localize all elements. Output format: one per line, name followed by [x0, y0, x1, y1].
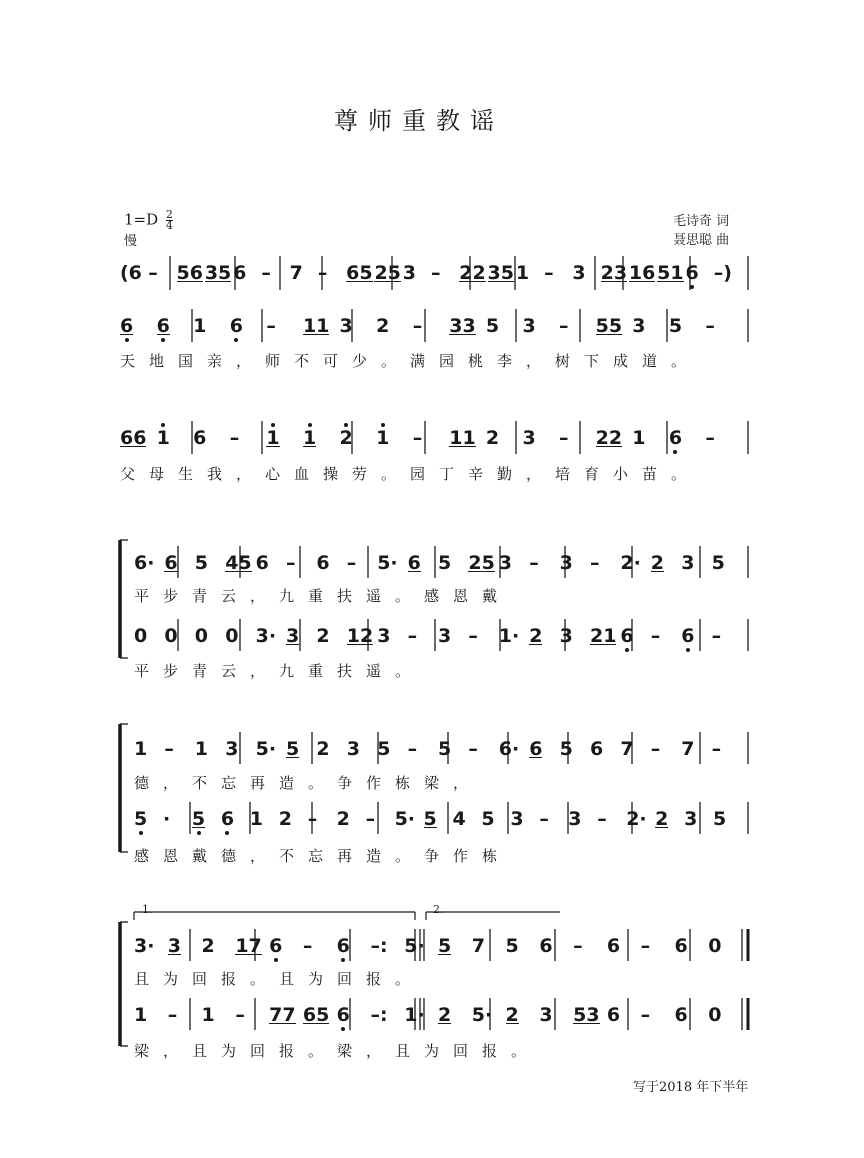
footer-note: 写于2018 年下半年 — [633, 1080, 749, 1095]
jianpu-note: 5 — [286, 738, 300, 760]
jianpu-note: 6 — [336, 1004, 350, 1026]
jianpu-note: 1 — [632, 427, 646, 449]
jianpu-note: 1· — [498, 625, 520, 647]
jianpu-note: 5 — [438, 552, 452, 574]
jianpu-note: 25 — [468, 552, 495, 574]
jianpu-note: 6 — [606, 1004, 621, 1026]
jianpu-note: – — [597, 808, 607, 830]
lyrics-line: 父母生我，心血操劳。园丁辛勤，培育小苗。 — [120, 465, 701, 483]
jianpu-note: – — [412, 315, 423, 337]
jianpu-note: 1 — [134, 1004, 148, 1026]
jianpu-note: 5 — [194, 552, 209, 574]
jianpu-note: –: — [370, 935, 388, 957]
composer-credit: 聂思聪 曲 — [673, 233, 730, 248]
jianpu-note: – — [164, 738, 174, 760]
jianpu-note: 6 — [316, 552, 330, 574]
jianpu-note: 6 — [620, 625, 634, 647]
jianpu-note: 51 — [657, 262, 684, 284]
jianpu-note: 5 — [191, 808, 206, 830]
jianpu-note: 3 — [438, 625, 452, 647]
jianpu-note: 3 — [167, 935, 181, 957]
key-signature — [124, 210, 173, 231]
jianpu-note: 65 — [302, 1004, 330, 1026]
jianpu-note: 7 — [620, 738, 634, 760]
jianpu-note: 5 — [485, 315, 500, 337]
jianpu-note: 3 — [522, 315, 536, 337]
lyrics-line: 平步青云，九重扶遥。感恩戴 — [134, 587, 512, 605]
jianpu-note: 7 — [289, 262, 303, 284]
jianpu-note: 2 — [278, 808, 292, 830]
jianpu-note: – — [307, 808, 318, 830]
jianpu-note: 2· — [626, 808, 647, 830]
jianpu-note: 6 — [269, 935, 283, 957]
jianpu-note: 53 — [573, 1004, 600, 1026]
jianpu-note: 5· — [377, 552, 398, 574]
jianpu-note: 2 — [201, 935, 215, 957]
jianpu-note: – — [167, 1004, 178, 1026]
jianpu-note: – — [407, 625, 418, 647]
lyrics-line: 梁，且为回报。梁，且为回报。 — [134, 1042, 541, 1060]
jianpu-note: 3 — [402, 262, 416, 284]
time-signature — [166, 210, 173, 231]
lyrics-line: 且为回报。且为回报。 — [134, 970, 425, 988]
jianpu-note: – — [468, 738, 478, 760]
jianpu-note: 6 — [674, 1004, 688, 1026]
jianpu-note: 1 — [515, 262, 530, 284]
jianpu-note: 7 — [681, 738, 695, 760]
jianpu-note: 25 — [374, 262, 401, 284]
jianpu-note: 6 — [220, 808, 235, 830]
volta-2-label: 2. — [433, 903, 444, 916]
jianpu-note: 3 — [286, 625, 300, 647]
jianpu-note: 12 — [346, 625, 374, 647]
jianpu-note: 5 — [711, 552, 725, 574]
jianpu-note: 2 — [655, 808, 669, 830]
jianpu-note: 5· — [255, 738, 277, 760]
jianpu-note: 6 — [685, 262, 699, 284]
jianpu-note: 3 — [377, 625, 391, 647]
jianpu-note: 3 — [498, 552, 513, 574]
jianpu-note: 11 — [302, 315, 330, 337]
jianpu-note: 6· — [498, 738, 520, 760]
jianpu-note: – — [412, 427, 423, 449]
jianpu-note: 45 — [225, 552, 252, 574]
jianpu-note: – — [346, 552, 357, 574]
jianpu-note: 2 — [339, 427, 353, 449]
lyricist-credit: 毛诗奇 词 — [673, 214, 730, 229]
jianpu-note: 1 — [134, 738, 148, 760]
jianpu-note: 5 — [668, 315, 683, 337]
jianpu-note: 1 — [194, 738, 209, 760]
jianpu-note: 56 — [176, 262, 203, 284]
jianpu-note: 2 — [316, 625, 330, 647]
jianpu-note: 6 — [120, 315, 134, 337]
jianpu-note: – — [705, 315, 715, 337]
jianpu-note: 5 — [438, 935, 452, 957]
jianpu-note: 5· — [471, 1004, 493, 1026]
jianpu-note: – — [711, 738, 722, 760]
jianpu-note: 6 — [255, 552, 269, 574]
jianpu-note: 6 — [336, 935, 350, 957]
jianpu-note: – — [650, 625, 661, 647]
jianpu-note: 1 — [302, 427, 317, 449]
jianpu-note: 23 — [600, 262, 628, 284]
jianpu-note: 6 — [539, 935, 553, 957]
jianpu-note: 3 — [559, 625, 573, 647]
jianpu-note: 3 — [684, 808, 698, 830]
key-text: 1=D — [124, 210, 159, 229]
jianpu-note: 3 — [339, 315, 353, 337]
jianpu-note: –) — [713, 262, 732, 284]
jianpu-note: 6 — [407, 552, 421, 574]
jianpu-note: – — [365, 808, 376, 830]
jianpu-note: 21 — [590, 625, 617, 647]
jianpu-note: 6· — [134, 552, 155, 574]
jianpu-note: 6 — [590, 738, 604, 760]
jianpu-note: 55 — [595, 315, 623, 337]
jianpu-note: 35 — [204, 262, 232, 284]
jianpu-note: 77 — [269, 1004, 296, 1026]
jianpu-note: 22 — [459, 262, 486, 284]
jianpu-note: – — [539, 808, 549, 830]
jianpu-note: 2 — [336, 808, 350, 830]
jianpu-note: – — [235, 1004, 245, 1026]
jianpu-note: – — [468, 625, 478, 647]
jianpu-note: 1· — [404, 1004, 425, 1026]
jianpu-note: 3 — [522, 427, 536, 449]
jianpu-note: 5 — [134, 808, 148, 830]
jianpu-note: 2 — [505, 1004, 519, 1026]
jianpu-note: 2 — [376, 315, 390, 337]
jianpu-note: – — [573, 935, 583, 957]
jianpu-note: (6 — [120, 262, 142, 284]
jianpu-note: 3 — [632, 315, 646, 337]
jianpu-note: 3 — [572, 262, 586, 284]
jianpu-note: 1 — [249, 808, 264, 830]
jianpu-note: 6 — [606, 935, 621, 957]
jianpu-note: 3 — [225, 738, 239, 760]
jianpu-note: 11 — [449, 427, 476, 449]
jianpu-note: · — [162, 808, 171, 830]
jianpu-note: 1 — [376, 427, 390, 449]
jianpu-note: 2 — [529, 625, 543, 647]
jianpu-note: 4 — [452, 808, 466, 830]
lyrics-line: 平步青云，九重扶遥。 — [134, 662, 425, 680]
jianpu-note: 3· — [134, 935, 155, 957]
jianpu-note: 22 — [595, 427, 623, 449]
jianpu-note: 3 — [510, 808, 524, 830]
jianpu-note: – — [590, 552, 600, 574]
jianpu-note: 16 — [628, 262, 656, 284]
jianpu-note: 35 — [487, 262, 514, 284]
jianpu-note: 33 — [449, 315, 476, 337]
jianpu-note: 6 — [681, 625, 695, 647]
jianpu-note: 3 — [568, 808, 582, 830]
page-title: 尊师重教谣 — [334, 107, 504, 135]
jianpu-note: 5 — [559, 738, 573, 760]
jianpu-note: – — [640, 935, 651, 957]
jianpu-note: 6 — [193, 427, 207, 449]
jianpu-note: – — [705, 427, 715, 449]
jianpu-note: 3 — [559, 552, 573, 574]
jianpu-note: 1 — [156, 427, 170, 449]
jianpu-note: 2 — [650, 552, 665, 574]
jianpu-note: 3 — [346, 738, 361, 760]
jianpu-note: 5 — [481, 808, 495, 830]
time-sig-top: 2 — [165, 208, 173, 221]
jianpu-note: 5· — [394, 808, 416, 830]
jianpu-note: 3 — [681, 552, 695, 574]
jianpu-note: 2 — [316, 738, 330, 760]
jianpu-note: 6 — [668, 427, 683, 449]
jianpu-note: 6 — [529, 738, 543, 760]
lyrics-line: 感恩戴德，不忘再造。争作栋 — [134, 847, 512, 865]
jianpu-note: – — [407, 738, 418, 760]
jianpu-note: 0 — [708, 1004, 722, 1026]
jianpu-note: – — [261, 262, 271, 284]
jianpu-note: 6 — [233, 262, 247, 284]
jianpu-note: 2 — [485, 427, 500, 449]
jianpu-note: 5 — [423, 808, 437, 830]
jianpu-note: 6 — [674, 935, 688, 957]
volta-1-label: 1. — [142, 903, 153, 916]
jianpu-note: 2· — [620, 552, 641, 574]
jianpu-note: 6 — [164, 552, 178, 574]
jianpu-note: 5 — [505, 935, 519, 957]
jianpu-note: 0 — [708, 935, 722, 957]
jianpu-note: – — [229, 427, 240, 449]
lyrics-line: 德，不忘再造。争作栋梁， — [134, 774, 483, 792]
jianpu-note: 6 — [229, 315, 243, 337]
jianpu-note: –: — [370, 1004, 388, 1026]
jianpu-note: 1 — [201, 1004, 215, 1026]
jianpu-note: – — [302, 935, 313, 957]
jianpu-note: – — [529, 552, 539, 574]
jianpu-note: 0 — [194, 625, 209, 647]
lyrics-line: 天地国亲，师不可少。满园桃李，树下成道。 — [120, 352, 701, 370]
jianpu-note: 5 — [377, 738, 391, 760]
jianpu-note: – — [640, 1004, 651, 1026]
jianpu-note: – — [559, 427, 569, 449]
jianpu-note: – — [266, 315, 276, 337]
jianpu-note: 66 — [120, 427, 147, 449]
jianpu-note: 0 — [225, 625, 239, 647]
jianpu-note: – — [148, 262, 158, 284]
jianpu-note: – — [650, 738, 661, 760]
time-sig-bottom: 4 — [165, 219, 173, 232]
jianpu-note: 1 — [193, 315, 207, 337]
jianpu-note: – — [286, 552, 296, 574]
jianpu-note: 3 — [539, 1004, 553, 1026]
jianpu-note: 0 — [134, 625, 148, 647]
tempo-marking: 慢 — [124, 234, 138, 249]
jianpu-note: – — [317, 262, 328, 284]
jianpu-note: – — [544, 262, 554, 284]
jianpu-note: 1 — [266, 427, 280, 449]
jianpu-note: – — [711, 625, 722, 647]
jianpu-note: 5· — [404, 935, 425, 957]
jianpu-note: 0 — [164, 625, 178, 647]
jianpu-note: 2 — [438, 1004, 452, 1026]
jianpu-note: – — [431, 262, 441, 284]
jianpu-note: – — [559, 315, 569, 337]
jianpu-note: 6 — [156, 315, 170, 337]
jianpu-note: 5 — [713, 808, 727, 830]
jianpu-note: 7 — [471, 935, 485, 957]
jianpu-note: 3· — [255, 625, 277, 647]
jianpu-note: 65 — [346, 262, 373, 284]
jianpu-note: 17 — [235, 935, 262, 957]
jianpu-note: 5 — [438, 738, 452, 760]
